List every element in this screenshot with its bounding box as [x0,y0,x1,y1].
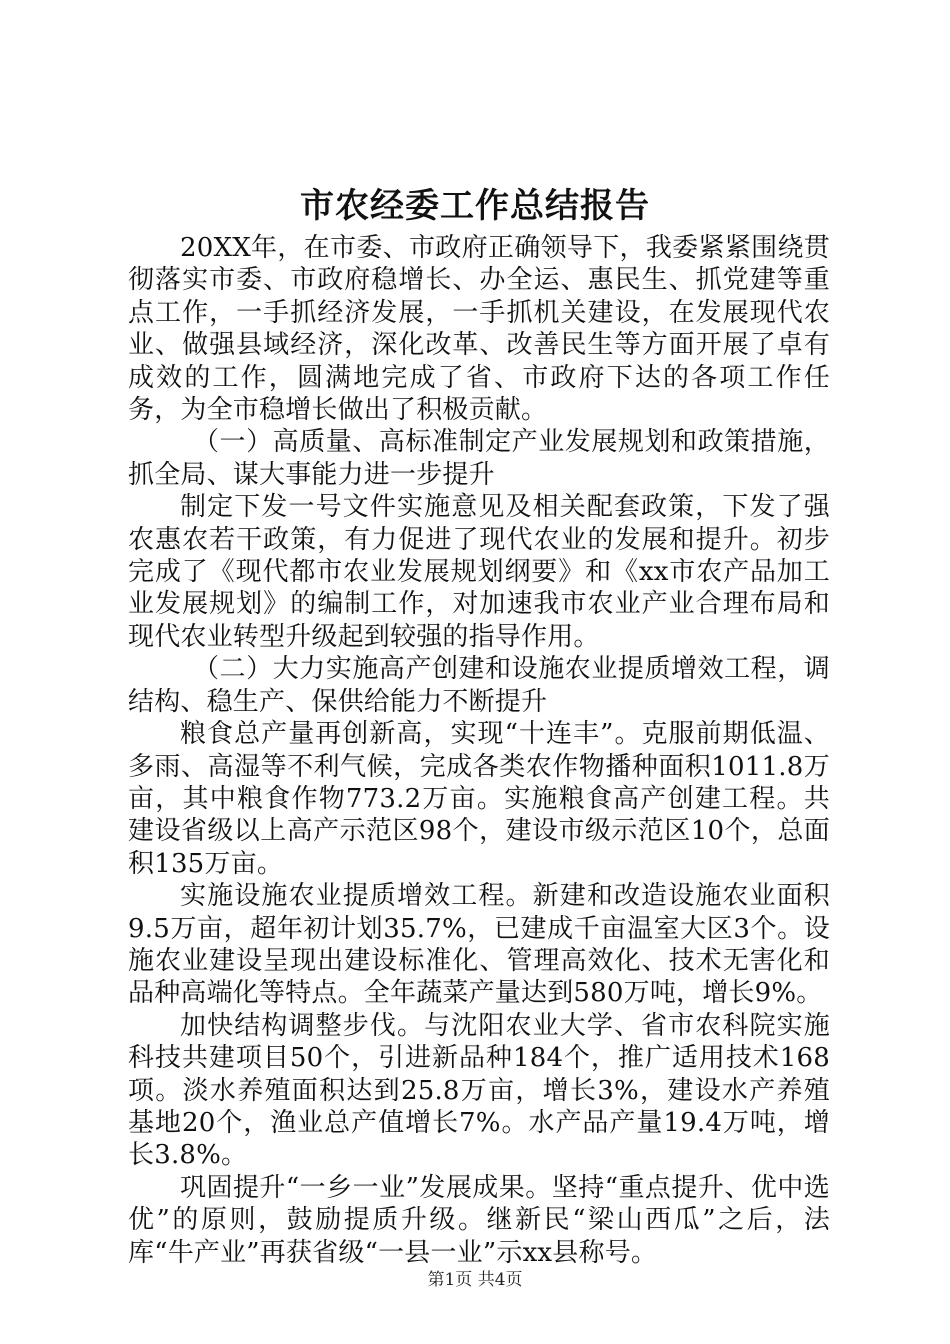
body-paragraph: 加快结构调整步伐。与沈阳农业大学、省市农科院实施科技共建项目50个，引进新品种184个，推广适用技术168项。淡水养殖面积达到25.8万亩，增长3%，建设水产养殖基地20个，渔业总产值增长7%。水产品产量19.4万吨，增长3.8%。 [128,1010,830,1171]
page-footer: 第1页 共4页 [427,1270,523,1290]
body-paragraph: 实施设施农业提质增效工程。新建和改造设施农业面积9.5万亩，超年初计划35.7%，已建成千亩温室大区3个。设施农业建设呈现出建设标准化、管理高效化、技术无害化和品种高端化等特点。全年蔬菜产量达到580万吨，增长9%。 [128,881,830,1009]
section-heading-1: （一）高质量、高标准制定产业发展规划和政策措施，抓全局、谋大事能力进一步提升 [128,427,830,490]
document-title: 市农经委工作总结报告 [300,186,650,226]
body-paragraph: 巩固提升“一乡一业”发展成果。坚持“重点提升、优中选优”的原则，鼓励提质升级。继新民“梁山西瓜”之后，法库“牛产业”再获省级“一县一业”示xx县称号。 [128,1172,830,1268]
intro-paragraph: 20XX年，在市委、市政府正确领导下，我委紧紧围绕贯彻落实市委、市政府稳增长、办全运、惠民生、抓党建等重点工作，一手抓经济发展，一手抓机关建设，在发展现代农业、做强县域经济，深化改革、改善民生等方面开展了卓有成效的工作，圆满地完成了省、市政府下达的各项工作任务，为全市稳增长做出了积极贡献。 [128,233,830,426]
section-heading-2: （二）大力实施高产创建和设施农业提质增效工程，调结构、稳生产、保供给能力不断提升 [128,654,830,717]
body-paragraph: 制定下发一号文件实施意见及相关配套政策，下发了强农惠农若干政策，有力促进了现代农业的发展和提升。初步完成了《现代都市农业发展规划纲要》和《xx市农产品加工业发展规划》的编制工作，对加速我市农业产业合理布局和现代农业转型升级起到较强的指导作用。 [128,492,830,652]
body-paragraph: 粮食总产量再创新高，实现“十连丰”。克服前期低温、多雨、高湿等不利气候，完成各类农作物播种面积1011.8万亩，其中粮食作物773.2万亩。实施粮食高产创建工程。共建设省级以上高产示范区98个，建设市级示范区10个，总面积135万亩。 [128,719,830,879]
document-body [128,232,830,1269]
